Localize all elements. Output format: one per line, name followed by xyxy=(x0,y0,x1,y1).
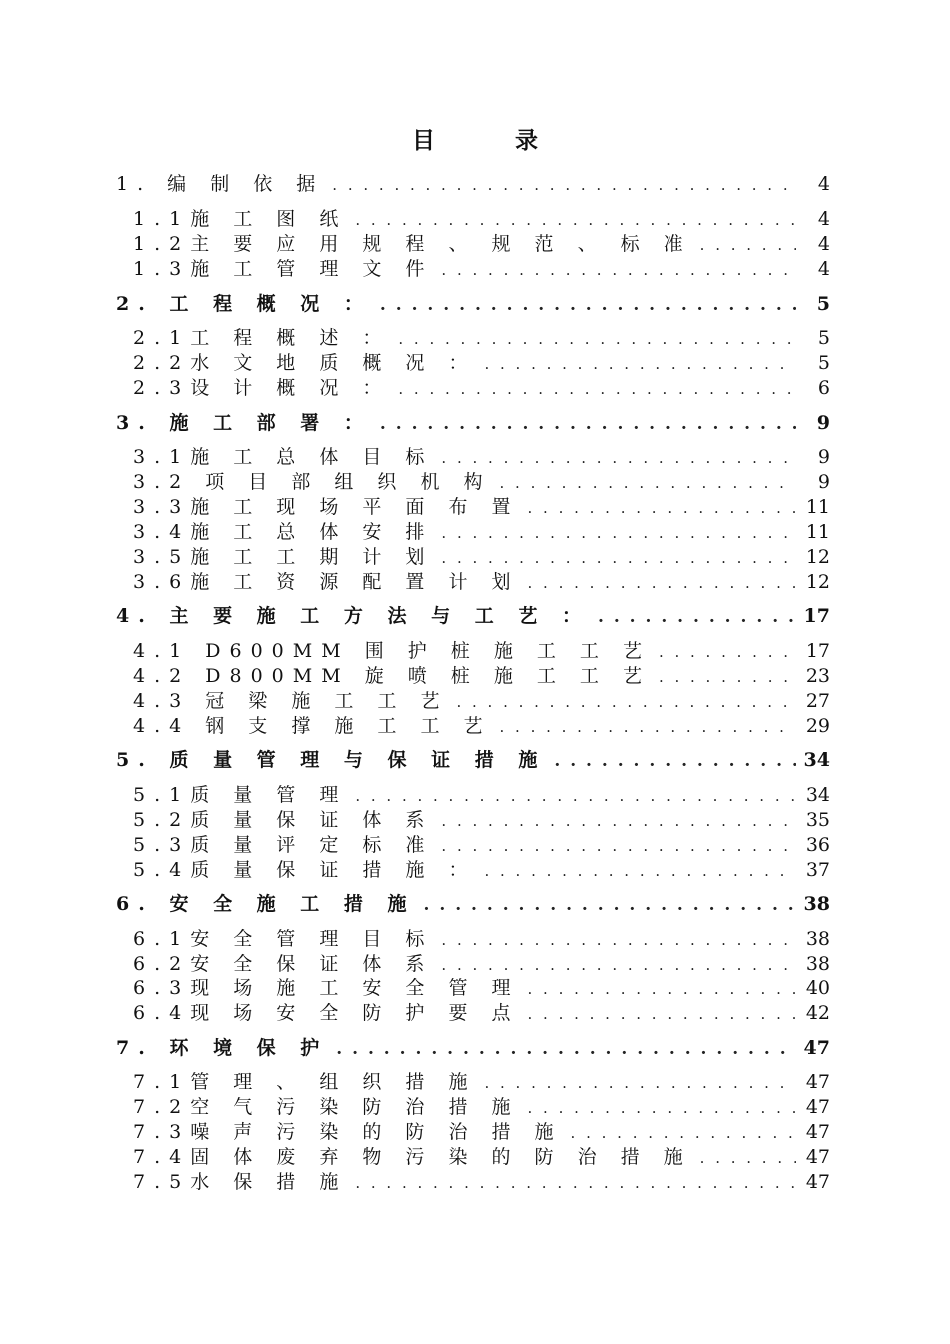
toc-entry-page: 17 xyxy=(805,640,830,662)
toc-entry-page: 27 xyxy=(805,690,830,712)
toc-entry-page: 47 xyxy=(805,1171,830,1193)
toc-entry-title: 3.1施 工 总 体 目 标 xyxy=(133,446,434,468)
toc-leader-dots xyxy=(700,1146,796,1170)
toc-leader-dots xyxy=(700,233,796,257)
toc-entry[interactable] xyxy=(133,232,830,256)
toc-leader-dots xyxy=(528,1096,797,1120)
toc-entry[interactable] xyxy=(133,520,830,544)
toc-entry-page: 47 xyxy=(803,1037,830,1059)
toc-entry[interactable] xyxy=(133,470,830,494)
toc-entry-page: 17 xyxy=(803,605,830,627)
toc-leader-dots xyxy=(355,1171,796,1195)
toc-leader-dots xyxy=(336,1037,795,1061)
toc-entry-page: 9 xyxy=(817,471,830,493)
toc-entry[interactable] xyxy=(133,952,830,976)
toc-entry-title: 4.1 D600MM 围 护 桩 施 工 工 艺 xyxy=(133,640,651,662)
toc-entry-page: 5 xyxy=(817,327,830,349)
toc-leader-dots xyxy=(441,953,796,977)
toc-entry[interactable] xyxy=(133,1145,830,1169)
toc-entry-title: 7.1管 理 、 组 织 措 施 xyxy=(133,1071,477,1093)
toc-leader-dots xyxy=(659,640,796,664)
toc-entry[interactable] xyxy=(133,1001,830,1025)
toc-leader-dots xyxy=(355,784,796,808)
toc-entry[interactable] xyxy=(133,689,830,713)
toc-entry-title: 4.2 D800MM 旋 喷 桩 施 工 工 艺 xyxy=(133,665,651,687)
toc-entry-title: 5.3质 量 评 定 标 准 xyxy=(133,834,434,856)
toc-entry-title: 7.3噪 声 污 染 的 防 治 措 施 xyxy=(133,1121,563,1143)
toc-leader-dots xyxy=(441,928,796,952)
toc-entry[interactable] xyxy=(133,927,830,951)
toc-entry-page: 4 xyxy=(817,233,830,255)
toc-leader-dots xyxy=(441,258,796,282)
toc-entry-page: 9 xyxy=(816,412,830,434)
toc-entry-page: 42 xyxy=(805,1002,830,1024)
toc-entry-title: 7. 环 境 保 护 xyxy=(116,1037,329,1059)
toc-entry-page: 12 xyxy=(805,571,830,593)
toc-entry-title: 2.2水 文 地 质 概 况 ： xyxy=(133,352,477,374)
toc-entry[interactable] xyxy=(133,326,830,350)
toc-leader-dots xyxy=(456,690,796,714)
toc-entry[interactable] xyxy=(133,376,830,400)
toc-entry[interactable] xyxy=(133,664,830,688)
toc-leader-dots xyxy=(598,605,796,629)
toc-entry[interactable] xyxy=(133,1070,830,1094)
toc-leader-dots xyxy=(355,208,796,232)
toc-entry[interactable] xyxy=(133,257,830,281)
toc-entry-title: 6.1安 全 管 理 目 标 xyxy=(133,928,434,950)
toc-entry-title: 5.4质 量 保 证 措 施 ： xyxy=(133,859,477,881)
toc-entry-page: 9 xyxy=(817,446,830,468)
toc-leader-dots xyxy=(380,293,796,317)
toc-entry-title: 3.5施 工 工 期 计 划 xyxy=(133,546,434,568)
toc-entry[interactable] xyxy=(133,445,830,469)
toc-leader-dots xyxy=(441,446,796,470)
toc-entry-page: 11 xyxy=(805,521,830,543)
toc-entry-title: 7.2空 气 污 染 防 治 措 施 xyxy=(133,1096,520,1118)
toc-entry-page: 4 xyxy=(817,208,830,230)
toc-entry-title: 6.4现 场 安 全 防 护 要 点 xyxy=(133,1002,520,1024)
toc-entry-title: 1.2主 要 应 用 规 程 、 规 范 、 标 准 xyxy=(133,233,692,255)
toc-leader-dots xyxy=(380,412,796,436)
toc-entry-page: 5 xyxy=(816,293,830,315)
toc-entry[interactable] xyxy=(116,1036,830,1060)
toc-entry-title: 3. 施 工 部 署 ： xyxy=(116,412,372,434)
toc-entry[interactable] xyxy=(116,748,830,772)
toc-entry-page: 29 xyxy=(805,715,830,737)
toc-entry-title: 4.4 钢 支 撑 施 工 工 艺 xyxy=(133,715,492,737)
toc-leader-dots xyxy=(441,521,796,545)
toc-entry-page: 37 xyxy=(805,859,830,881)
toc-entry-page: 35 xyxy=(805,809,830,831)
toc-leader-dots xyxy=(500,715,797,739)
toc-leader-dots xyxy=(528,496,797,520)
toc-leader-dots xyxy=(484,859,796,883)
toc-entry-page: 47 xyxy=(805,1096,830,1118)
toc-leader-dots xyxy=(659,665,796,689)
toc-entry[interactable] xyxy=(133,207,830,231)
toc-entry[interactable] xyxy=(133,833,830,857)
toc-entry[interactable] xyxy=(133,808,830,832)
toc-entry-title: 2.3设 计 概 况 ： xyxy=(133,377,391,399)
toc-entry-page: 47 xyxy=(805,1071,830,1093)
toc-entry[interactable] xyxy=(133,783,830,807)
toc-leader-dots xyxy=(484,1071,796,1095)
toc-entry[interactable] xyxy=(116,892,830,916)
toc-entry[interactable] xyxy=(133,976,830,1000)
toc-entry[interactable] xyxy=(116,411,830,435)
toc-leader-dots xyxy=(398,327,796,351)
toc-entry-page: 12 xyxy=(805,546,830,568)
toc-entry[interactable] xyxy=(133,1120,830,1144)
toc-entry[interactable] xyxy=(133,351,830,375)
toc-entry-page: 40 xyxy=(805,977,830,999)
toc-entry[interactable] xyxy=(133,570,830,594)
toc-entry-title: 3.2 项 目 部 组 织 机 构 xyxy=(133,471,492,493)
toc-entry-page: 38 xyxy=(805,928,830,950)
toc-leader-dots xyxy=(571,1121,796,1145)
toc-entry[interactable] xyxy=(116,172,830,196)
toc-entry-title: 5. 质 量 管 理 与 保 证 措 施 xyxy=(116,749,547,771)
toc-entry-page: 23 xyxy=(805,665,830,687)
toc-entry-page: 6 xyxy=(817,377,830,399)
toc-entry-title: 6.2安 全 保 证 体 系 xyxy=(133,953,434,975)
toc-entry-title: 3.6施 工 资 源 配 置 计 划 xyxy=(133,571,520,593)
toc-entry-page: 5 xyxy=(817,352,830,374)
toc-entry-title: 2.1工 程 概 述 ： xyxy=(133,327,391,349)
toc-leader-dots xyxy=(424,893,796,917)
toc-entry-title: 7.5水 保 措 施 xyxy=(133,1171,348,1193)
toc-entry-title: 1. 编 制 依 据 xyxy=(116,173,325,195)
toc-leader-dots xyxy=(332,173,796,197)
toc-entry-title: 4. 主 要 施 工 方 法 与 工 艺 ： xyxy=(116,605,590,627)
toc-entry-page: 11 xyxy=(805,496,830,518)
toc-leader-dots xyxy=(441,834,796,858)
toc-entry-title: 2. 工 程 概 况 ： xyxy=(116,293,372,315)
toc-entry-title: 6.3现 场 施 工 安 全 管 理 xyxy=(133,977,520,999)
toc-entry[interactable] xyxy=(133,714,830,738)
toc-entry[interactable] xyxy=(133,639,830,663)
toc-entry[interactable] xyxy=(133,1095,830,1119)
toc-entry[interactable] xyxy=(133,1170,830,1194)
toc-leader-dots xyxy=(500,471,797,495)
toc-entry-page: 4 xyxy=(817,173,830,195)
toc-leader-dots xyxy=(398,377,796,401)
toc-entry[interactable] xyxy=(133,858,830,882)
toc-entry-title: 5.2质 量 保 证 体 系 xyxy=(133,809,434,831)
toc-entry-title: 1.3施 工 管 理 文 件 xyxy=(133,258,434,280)
toc-entry-title: 1.1施 工 图 纸 xyxy=(133,208,348,230)
toc-entry-title: 7.4固 体 废 弃 物 污 染 的 防 治 措 施 xyxy=(133,1146,692,1168)
toc-entry-title: 5.1质 量 管 理 xyxy=(133,784,348,806)
toc-leader-dots xyxy=(528,977,797,1001)
toc-title: 目 录 xyxy=(411,127,574,154)
toc-entry[interactable] xyxy=(116,292,830,316)
toc-entry[interactable] xyxy=(133,545,830,569)
toc-leader-dots xyxy=(554,749,795,773)
toc-entry-title: 4.3 冠 梁 施 工 工 艺 xyxy=(133,690,449,712)
toc-entry-page: 34 xyxy=(805,784,830,806)
toc-entry-page: 4 xyxy=(817,258,830,280)
toc-leader-dots xyxy=(441,809,796,833)
toc-entry[interactable] xyxy=(116,604,830,628)
toc-entry-page: 38 xyxy=(805,953,830,975)
toc-entry-page: 47 xyxy=(805,1121,830,1143)
toc-leader-dots xyxy=(528,1002,797,1026)
toc-entry-page: 34 xyxy=(803,749,830,771)
toc-entry-page: 36 xyxy=(805,834,830,856)
toc-entry-title: 6. 安 全 施 工 措 施 xyxy=(116,893,416,915)
toc-entry-title: 3.4施 工 总 体 安 排 xyxy=(133,521,434,543)
toc-entry-page: 38 xyxy=(803,893,830,915)
toc-leader-dots xyxy=(528,571,797,595)
toc-entry[interactable] xyxy=(133,495,830,519)
toc-leader-dots xyxy=(441,546,796,570)
toc-leader-dots xyxy=(484,352,796,376)
toc-entry-title: 3.3施 工 现 场 平 面 布 置 xyxy=(133,496,520,518)
toc-entry-page: 47 xyxy=(805,1146,830,1168)
